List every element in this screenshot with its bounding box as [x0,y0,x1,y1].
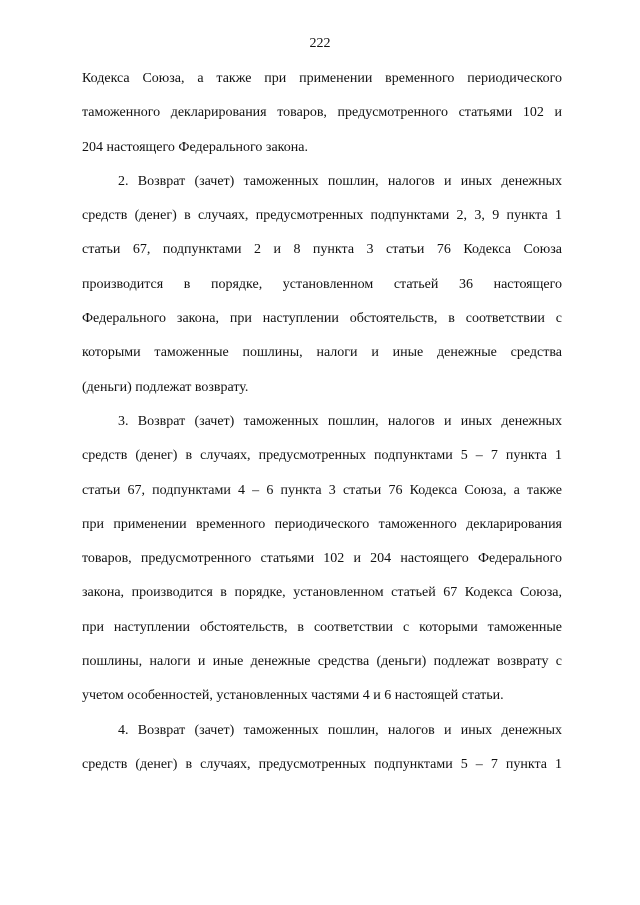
text-line: средств (денег) в случаях, предусмотренных подпунктами 5 – 7 пункта 1 [82,756,562,772]
paragraph-3 [82,405,562,714]
text-line: которыми таможенные пошлины, налоги и иные денежные средства [82,345,562,361]
text-line: учетом особенностей, установленных частями 4 и 6 настоящей статьи. [82,688,504,704]
text-line: 2. Возврат (зачет) таможенных пошлин, налогов и иных денежных [118,173,562,189]
text-line: закона, производится в порядке, установленном статьей 67 Кодекса Союза, [82,585,562,601]
paragraph-4 [82,714,562,783]
paragraph-2 [82,165,562,405]
text-line: таможенного декларирования товаров, предусмотренного статьями 102 и [82,105,562,121]
text-line: (деньги) подлежат возврату. [82,379,249,395]
text-line: пошлины, налоги и иные денежные средства (деньги) подлежат возврату с [82,654,562,670]
text-line: 204 настоящего Федерального закона. [82,139,308,155]
text-line: производится в порядке, установленном статьей 36 настоящего [82,276,562,292]
text-line: 4. Возврат (зачет) таможенных пошлин, налогов и иных денежных [118,722,562,738]
text-line: при наступлении обстоятельств, в соответствии с которыми таможенные [82,619,562,635]
text-line: средств (денег) в случаях, предусмотренных подпунктами 5 – 7 пункта 1 [82,448,562,464]
text-line: средств (денег) в случаях, предусмотренных подпунктами 2, 3, 9 пункта 1 [82,208,562,224]
text-line: Федерального закона, при наступлении обстоятельств, в соответствии с [82,311,562,327]
text-line: товаров, предусмотренного статьями 102 и 204 настоящего Федерального [82,551,562,567]
text-line: статьи 67, подпунктами 2 и 8 пункта 3 статьи 76 Кодекса Союза [82,242,562,258]
paragraph-continuation [82,62,562,165]
text-line: Кодекса Союза, а также при применении временного периодического [82,71,562,86]
page-number: 222 [309,36,331,51]
text-line: 3. Возврат (зачет) таможенных пошлин, налогов и иных денежных [118,413,562,429]
text-line: при применении временного периодического таможенного декларирования [82,516,562,532]
document-body [82,62,562,782]
text-line: статьи 67, подпунктами 4 – 6 пункта 3 статьи 76 Кодекса Союза, а также [82,482,562,498]
